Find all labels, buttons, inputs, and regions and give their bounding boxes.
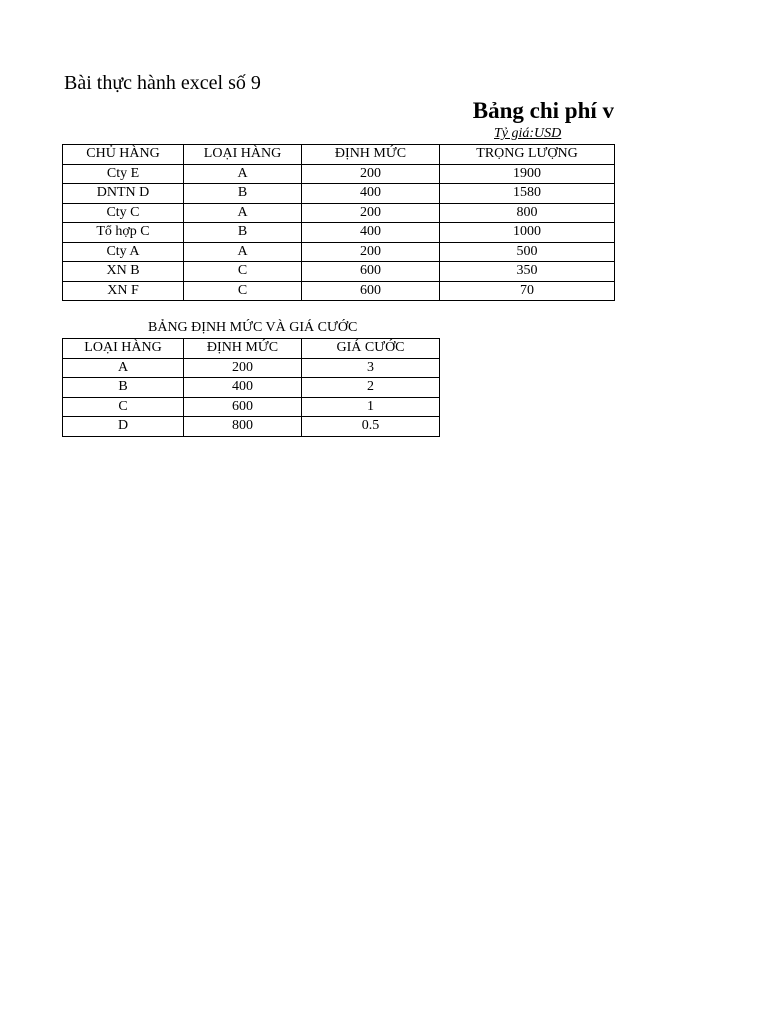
cell-weight: 350 bbox=[440, 262, 615, 282]
table-row bbox=[63, 164, 615, 184]
cell-quota: 200 bbox=[302, 203, 440, 223]
cell-quota: 400 bbox=[302, 184, 440, 204]
main-table-heading: Bảng chi phí v bbox=[472, 98, 614, 123]
table-row bbox=[63, 223, 615, 243]
shipping-cost-table bbox=[62, 144, 615, 301]
table-row bbox=[63, 358, 440, 378]
cell-quota: 400 bbox=[302, 223, 440, 243]
cell-quota: 200 bbox=[302, 164, 440, 184]
cell-goods-type: D bbox=[63, 417, 184, 437]
cell-weight: 1580 bbox=[440, 184, 615, 204]
cell-quota: 400 bbox=[184, 378, 302, 398]
cell-quota: 800 bbox=[184, 417, 302, 437]
cell-weight: 70 bbox=[440, 281, 615, 301]
cell-goods-type: C bbox=[63, 397, 184, 417]
table-row bbox=[63, 281, 615, 301]
quota-and-rate-table bbox=[62, 338, 440, 437]
cell-goods-type: C bbox=[184, 281, 302, 301]
cell-owner: Cty C bbox=[63, 203, 184, 223]
table-row bbox=[63, 397, 440, 417]
table-row bbox=[63, 262, 615, 282]
cell-owner: Tổ hợp C bbox=[63, 223, 184, 243]
cell-quota: 200 bbox=[302, 242, 440, 262]
column-header-rate: GIÁ CƯỚC bbox=[302, 339, 440, 359]
cell-owner: DNTN D bbox=[63, 184, 184, 204]
cell-rate: 1 bbox=[302, 397, 440, 417]
cell-goods-type: A bbox=[63, 358, 184, 378]
column-header-quota: ĐỊNH MỨC bbox=[302, 145, 440, 165]
cell-goods-type: A bbox=[184, 203, 302, 223]
column-header-owner: CHỦ HÀNG bbox=[63, 145, 184, 165]
cell-quota: 600 bbox=[184, 397, 302, 417]
cell-goods-type: B bbox=[184, 223, 302, 243]
document-title: Bài thực hành excel số 9 bbox=[64, 72, 261, 94]
cell-weight: 800 bbox=[440, 203, 615, 223]
column-header-weight: TRỌNG LƯỢNG bbox=[440, 145, 615, 165]
rate-table-title: BẢNG ĐỊNH MỨC VÀ GIÁ CƯỚC bbox=[148, 320, 358, 335]
table-row bbox=[63, 242, 615, 262]
cell-goods-type: B bbox=[184, 184, 302, 204]
cell-owner: Cty A bbox=[63, 242, 184, 262]
table-row bbox=[63, 203, 615, 223]
cell-quota: 600 bbox=[302, 262, 440, 282]
cell-weight: 1900 bbox=[440, 164, 615, 184]
table-header-row bbox=[63, 339, 440, 359]
table-row bbox=[63, 417, 440, 437]
cell-goods-type: B bbox=[63, 378, 184, 398]
column-header-goods-type: LOẠI HÀNG bbox=[184, 145, 302, 165]
cell-owner: Cty E bbox=[63, 164, 184, 184]
cell-rate: 0.5 bbox=[302, 417, 440, 437]
table-row bbox=[63, 378, 440, 398]
exchange-rate-note: Tỷ giá:USD bbox=[494, 126, 562, 141]
cell-owner: XN F bbox=[63, 281, 184, 301]
cell-quota: 200 bbox=[184, 358, 302, 378]
cell-weight: 500 bbox=[440, 242, 615, 262]
table-row bbox=[63, 184, 615, 204]
column-header-quota: ĐỊNH MỨC bbox=[184, 339, 302, 359]
table-header-row bbox=[63, 145, 615, 165]
cell-weight: 1000 bbox=[440, 223, 615, 243]
cell-goods-type: C bbox=[184, 262, 302, 282]
cell-goods-type: A bbox=[184, 242, 302, 262]
cell-goods-type: A bbox=[184, 164, 302, 184]
column-header-goods-type: LOẠI HÀNG bbox=[63, 339, 184, 359]
cell-owner: XN B bbox=[63, 262, 184, 282]
cell-rate: 3 bbox=[302, 358, 440, 378]
cell-rate: 2 bbox=[302, 378, 440, 398]
cell-quota: 600 bbox=[302, 281, 440, 301]
